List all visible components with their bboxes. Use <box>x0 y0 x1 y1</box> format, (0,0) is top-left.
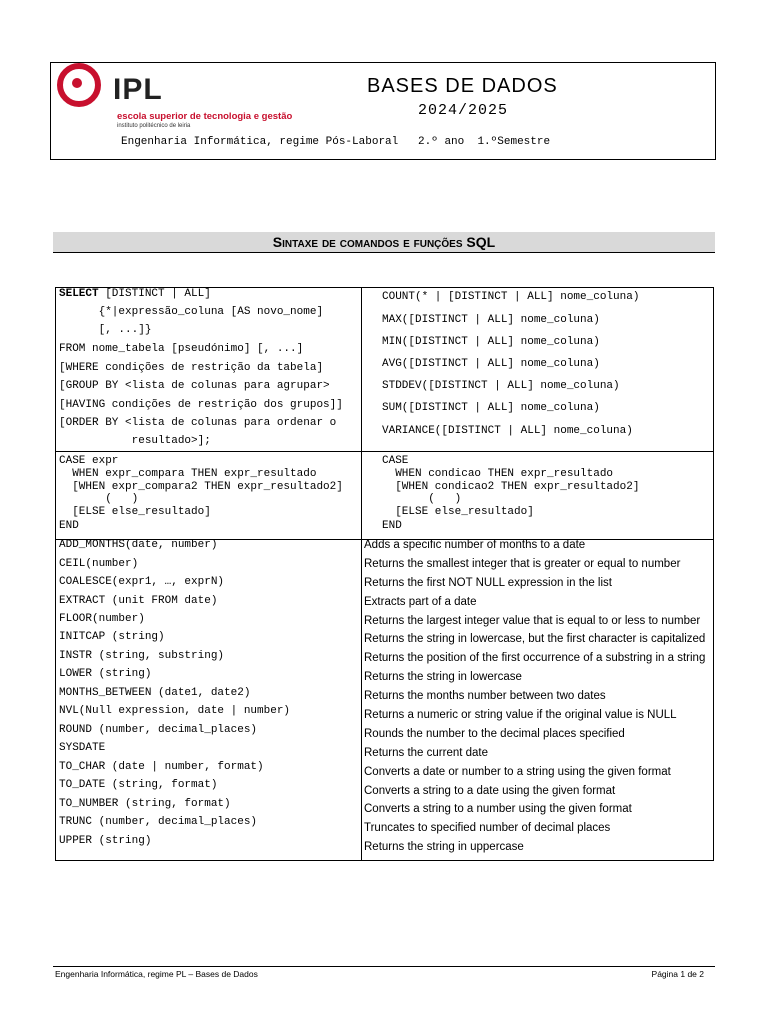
aggregate-item: MAX([DISTINCT | ALL] nome_coluna) <box>382 314 600 326</box>
logo-subtitle-2: instituto politécnico de leiria <box>117 123 191 129</box>
case-line: WHEN expr_compara THEN expr_resultado <box>59 468 317 480</box>
aggregate-item: STDDEV([DISTINCT | ALL] nome_coluna) <box>382 380 620 392</box>
function-syntax: COALESCE(expr1, …, exprN) <box>59 576 225 588</box>
aggregate-item: VARIANCE([DISTINCT | ALL] nome_coluna) <box>382 425 633 437</box>
case-line: CASE expr <box>59 455 119 467</box>
ipl-logo <box>55 63 293 135</box>
function-description: Returns the current date <box>364 747 489 759</box>
function-description: Converts a string to a number using the given format <box>364 803 632 815</box>
function-description: Returns the first NOT NULL expression in the list <box>364 577 612 589</box>
select-keyword: SELECT <box>59 288 99 300</box>
function-description: Returns a numeric or string value if the original value is NULL <box>364 709 677 721</box>
aggregate-item: COUNT(* | [DISTINCT | ALL] nome_coluna) <box>382 291 640 303</box>
logo-text: IPL <box>113 73 163 106</box>
case-line: [ELSE else_resultado] <box>382 506 534 518</box>
select-line: [DISTINCT | ALL] <box>98 288 211 300</box>
function-description: Converts a string to a date using the given format <box>364 785 616 797</box>
select-line: {*|expressão_coluna [AS novo_nome] <box>59 306 324 318</box>
case-line: END <box>59 520 79 532</box>
case-line: ( ) <box>382 493 462 505</box>
logo-subtitle: escola superior de tecnologia e gestão <box>117 111 293 122</box>
select-syntax <box>59 288 343 447</box>
function-syntax: CEIL(number) <box>59 558 139 570</box>
function-syntax: LOWER (string) <box>59 668 152 680</box>
function-syntax: NVL(Null expression, date | number) <box>59 705 291 717</box>
function-syntax: TO_CHAR (date | number, format) <box>59 761 264 773</box>
function-syntax: SYSDATE <box>59 742 106 754</box>
function-syntax: ROUND (number, decimal_places) <box>59 724 258 736</box>
select-line: [GROUP BY <lista de colunas para agrupar> <box>59 380 330 392</box>
function-description: Returns the string in uppercase <box>364 841 524 853</box>
select-line: [HAVING condições de restrição dos grupos]] <box>59 399 343 411</box>
function-syntax: TO_DATE (string, format) <box>59 779 218 791</box>
function-description: Returns the string in lowercase <box>364 671 522 683</box>
document-year: 2024/2025 <box>418 102 509 119</box>
function-syntax: EXTRACT (unit FROM date) <box>59 595 218 607</box>
case-line: ( ) <box>59 493 139 505</box>
select-line: [, ...]} <box>59 324 152 336</box>
select-line: resultado>]; <box>59 435 211 447</box>
section-title: Sintaxe de comandos e funções SQL <box>53 232 715 253</box>
function-syntax: INITCAP (string) <box>59 631 165 643</box>
aggregate-item: SUM([DISTINCT | ALL] nome_coluna) <box>382 402 600 414</box>
function-description: Adds a specific number of months to a date <box>364 539 586 551</box>
function-syntax: MONTHS_BETWEEN (date1, date2) <box>59 687 251 699</box>
page-number: Página 1 de 2 <box>651 969 704 979</box>
case-line: CASE <box>382 455 409 467</box>
aggregate-item: AVG([DISTINCT | ALL] nome_coluna) <box>382 358 600 370</box>
document-title: BASES DE DADOS <box>367 75 558 97</box>
function-description: Returns the position of the first occurrence of a substring in a string <box>364 652 706 664</box>
select-line: [ORDER BY <lista de colunas para ordenar o <box>59 417 337 429</box>
function-syntax: FLOOR(number) <box>59 613 145 625</box>
function-description: Returns the months number between two dates <box>364 690 606 702</box>
function-syntax: ADD_MONTHS(date, number) <box>59 539 218 551</box>
aggregate-functions <box>382 291 640 437</box>
column-divider <box>361 288 362 860</box>
function-syntax-list <box>59 539 291 847</box>
function-syntax: UPPER (string) <box>59 835 152 847</box>
case-line: [ELSE else_resultado] <box>59 506 211 518</box>
function-syntax: TO_NUMBER (string, format) <box>59 798 231 810</box>
document-header <box>50 62 716 160</box>
case-line: WHEN condicao THEN expr_resultado <box>382 468 614 480</box>
function-description: Extracts part of a date <box>364 596 477 608</box>
case-line: [WHEN condicao2 THEN expr_resultado2] <box>382 481 640 493</box>
select-line: [WHERE condições de restrição da tabela] <box>59 362 324 374</box>
row-divider <box>56 451 713 452</box>
function-description: Returns the largest integer value that is equal to or less to number <box>364 615 701 627</box>
case-line: END <box>382 520 402 532</box>
aggregate-item: MIN([DISTINCT | ALL] nome_coluna) <box>382 336 600 348</box>
logo-dot-icon <box>72 78 82 88</box>
select-line: FROM nome_tabela [pseudónimo] [, ...] <box>59 343 304 355</box>
function-syntax: INSTR (string, substring) <box>59 650 225 662</box>
case-line: [WHEN expr_compara2 THEN expr_resultado2] <box>59 481 343 493</box>
function-description: Returns the smallest integer that is greater or equal to number <box>364 558 681 570</box>
function-syntax: TRUNC (number, decimal_places) <box>59 816 258 828</box>
function-description: Converts a date or number to a string using the given format <box>364 766 671 778</box>
function-description: Rounds the number to the decimal places specified <box>364 728 625 740</box>
footer-left: Engenharia Informática, regime PL – Bases de Dados <box>55 969 258 979</box>
footer-rule <box>53 966 715 967</box>
syntax-table <box>55 287 714 861</box>
function-description: Truncates to specified number of decimal places <box>364 822 611 834</box>
course-info: Engenharia Informática, regime Pós-Laboral 2.º ano 1.ºSemestre <box>121 136 551 148</box>
function-description: Returns the string in lowercase, but the first character is capitalized <box>364 633 706 645</box>
